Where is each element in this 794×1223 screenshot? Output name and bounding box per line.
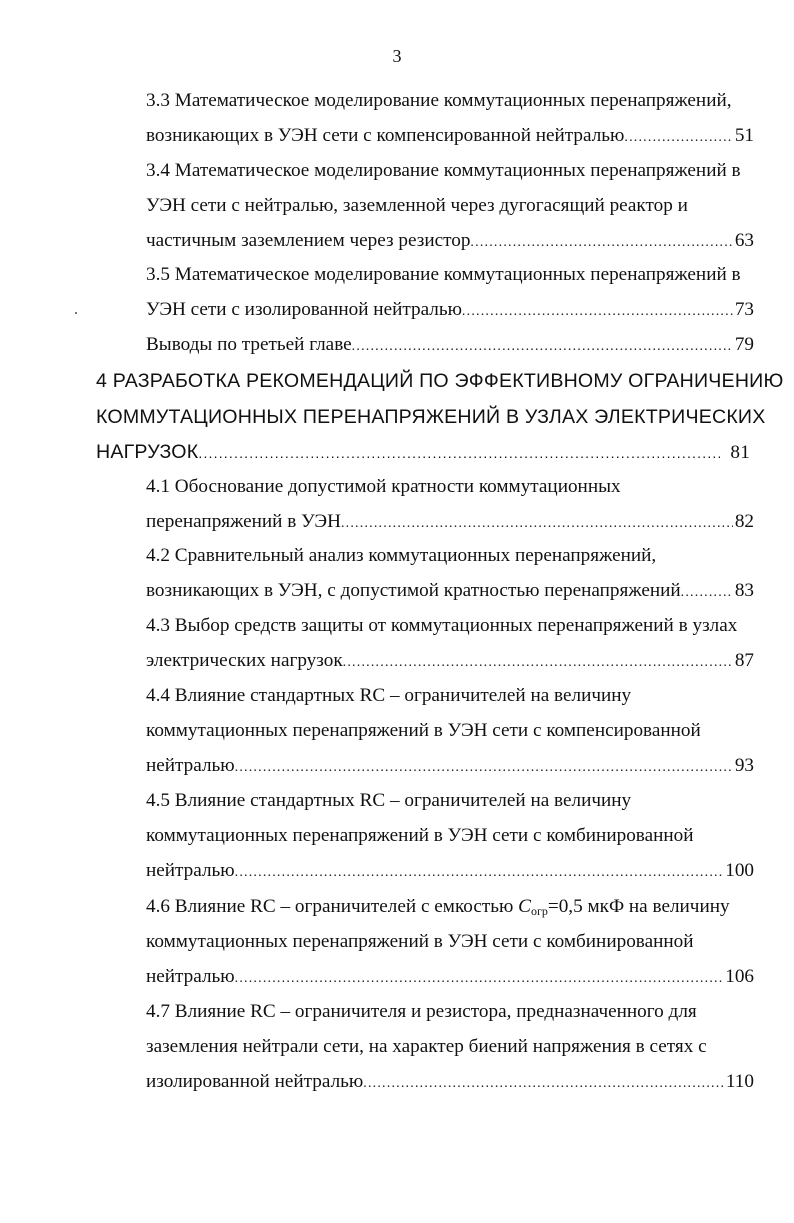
toc-4-5-title-line3: нейтралью: [146, 860, 235, 881]
toc-4-7-title-line3: изолированной нейтралью: [146, 1071, 364, 1092]
toc-4-4-page: 93: [734, 755, 754, 776]
toc-4-2-entry: [146, 576, 754, 606]
toc-4-2-title-line1: 4.2 Сравнительный анализ коммутационных перенапряжений,: [146, 545, 657, 566]
dot-leader: [235, 858, 724, 886]
toc-3-3-page: 51: [734, 125, 754, 146]
dot-leader: [198, 438, 720, 467]
dot-leader: [352, 332, 733, 360]
toc-ch4-title-line2: КОММУТАЦИОННЫХ ПЕРЕНАПРЯЖЕНИЙ В УЗЛАХ ЭЛЕКТРИЧЕСКИХ: [96, 406, 766, 428]
toc-4-7-title-line2: заземления нейтрали сети, на характер биений напряжения в сетях с: [146, 1036, 707, 1057]
toc-3-5-title-line2: УЭН сети с изолированной нейтралью: [146, 299, 462, 320]
toc-4-4-title-line1: 4.4 Влияние стандартных RC – ограничителей на величину: [146, 685, 632, 706]
toc-4-3-title-line1: 4.3 Выбор средств защиты от коммутационных перенапряжений в узлах: [146, 615, 738, 636]
dot-leader: [681, 578, 733, 606]
dot-leader: [343, 648, 733, 676]
toc-4-4-title-line2: коммутационных перенапряжений в УЭН сети с компенсированной: [146, 720, 701, 741]
toc-ch4-entry: [96, 437, 750, 467]
toc-3-4-page: 63: [734, 230, 754, 251]
toc-4-1-title-line1: 4.1 Обоснование допустимой кратности коммутационных: [146, 476, 621, 497]
toc-ch4-title-line3: НАГРУЗОК: [96, 441, 199, 463]
page-number: 3: [392, 46, 402, 66]
dot-leader: [363, 1069, 724, 1097]
toc-3-4-title-line3: частичным заземлением через резистор: [146, 230, 471, 251]
toc-4-3-entry: [146, 646, 754, 676]
toc-4-5-entry: [146, 856, 754, 886]
toc-3-5-title-line1: 3.5 Математическое моделирование коммутационных перенапряжений в: [146, 264, 741, 285]
capacitance-symbol: C: [518, 896, 531, 917]
toc-4-6-title-line1: 4.6 Влияние RC – ограничителей с емкостью Cогр=0,5 мкФ на величину: [146, 896, 730, 918]
toc-4-4-title-line3: нейтралью: [146, 755, 235, 776]
dot-leader: [624, 123, 732, 151]
dot-leader: [341, 509, 733, 537]
toc-4-6-title-line3: нейтралью: [146, 966, 235, 987]
toc-3-conclusions-entry: [146, 330, 754, 360]
toc-3-3-title-line2: возникающих в УЭН сети с компенсированной нейтралью: [146, 125, 625, 146]
toc-4-2-page: 83: [734, 580, 754, 601]
toc-4-7-title-line1: 4.7 Влияние RC – ограничителя и резистора, предназначенного для: [146, 1001, 697, 1022]
toc-3-4-title-line2: УЭН сети с нейтралью, заземленной через дугогасящий реактор и: [146, 195, 688, 216]
toc-4-7-entry: [146, 1067, 754, 1097]
toc-3-conclusions-page: 79: [734, 334, 754, 355]
toc-4-5-title-line1: 4.5 Влияние стандартных RC – ограничителей на величину: [146, 790, 632, 811]
toc-ch4-title-line1: 4 РАЗРАБОТКА РЕКОМЕНДАЦИЙ ПО ЭФФЕКТИВНОМУ ОГРАНИЧЕНИЮ: [96, 370, 784, 392]
toc-3-3-title-line1: 3.3 Математическое моделирование коммутационных перенапряжений,: [146, 90, 732, 111]
scan-speck: [75, 312, 77, 314]
dot-leader: [235, 753, 733, 781]
toc-4-1-page: 82: [734, 511, 754, 532]
toc-3-5-page: 73: [734, 299, 754, 320]
toc-4-6-title-line2: коммутационных перенапряжений в УЭН сети с комбинированной: [146, 931, 694, 952]
toc-3-4-title-line1: 3.4 Математическое моделирование коммутационных перенапряжений в: [146, 160, 741, 181]
toc-4-1-entry: [146, 507, 754, 537]
toc-4-3-title-line2: электрических нагрузок: [146, 650, 343, 671]
toc-4-1-title-line2: перенапряжений в УЭН: [146, 511, 341, 532]
toc-4-5-page: 100: [725, 860, 754, 881]
toc-4-2-title-line2: возникающих в УЭН, с допустимой кратностью перенапряжений: [146, 580, 681, 601]
toc-3-3-entry: [146, 121, 754, 151]
toc-4-7-page: 110: [725, 1071, 754, 1092]
toc-4-4-entry: [146, 751, 754, 781]
dot-leader: [235, 964, 724, 992]
toc-3-4-entry: [146, 226, 754, 256]
toc-4-6-entry: [146, 962, 754, 992]
dot-leader: [470, 228, 732, 256]
toc-4-5-title-line2: коммутационных перенапряжений в УЭН сети с комбинированной: [146, 825, 694, 846]
toc-4-6-page: 106: [725, 966, 754, 987]
capacitance-subscript: огр: [530, 904, 548, 918]
toc-ch4-page: 81: [730, 442, 750, 463]
toc-4-3-page: 87: [734, 650, 754, 671]
toc-3-5-entry: [146, 295, 754, 325]
toc-3-conclusions-title: Выводы по третьей главе: [146, 334, 352, 355]
dot-leader: [462, 297, 733, 325]
